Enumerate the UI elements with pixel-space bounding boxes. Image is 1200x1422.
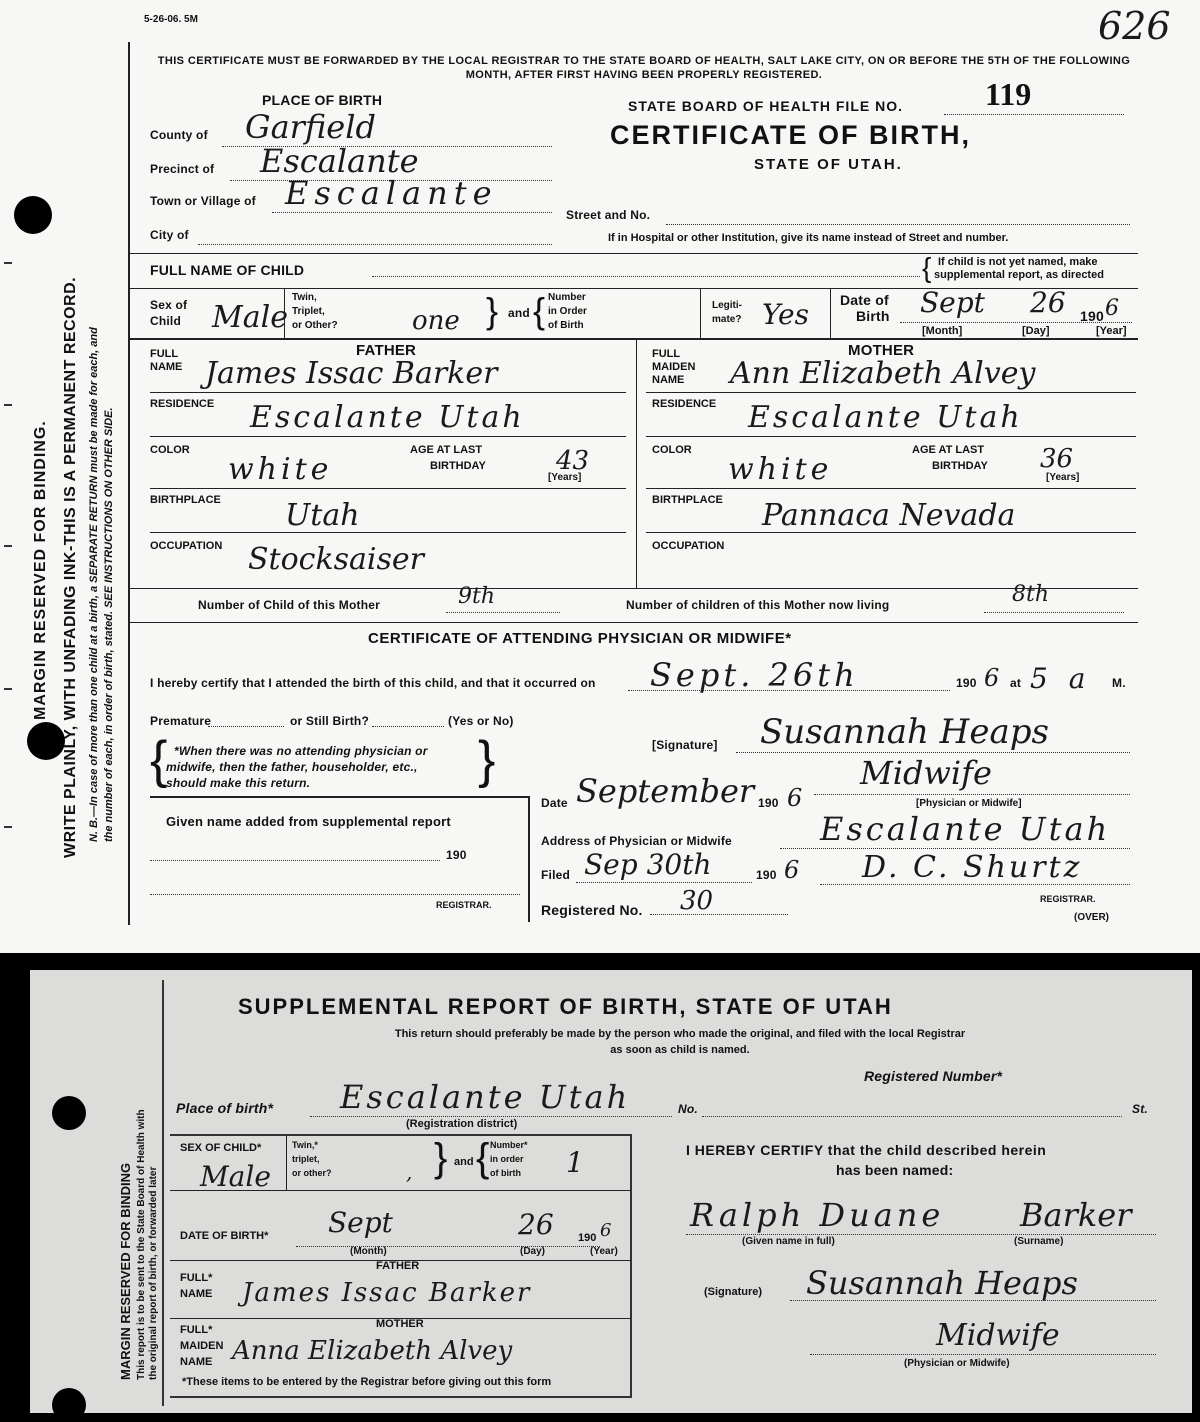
twin-label-3: or Other? [292,320,338,331]
legit-label-1: Legiti- [712,300,742,311]
month-bracket: [Month] [922,325,963,337]
binding-hole-top [14,196,52,234]
certify-text: I hereby certify that I attended the birth of this child, and that it occurred on [150,676,596,690]
mother-maiden-label: MAIDEN [652,361,696,373]
supp-father-name-label: NAME [180,1288,213,1300]
county-label: County of [150,128,208,142]
sex-value: Male [212,300,288,335]
city-label: City of [150,228,189,242]
address-value: Escalante Utah [820,810,1111,848]
binding-hole-bottom [27,722,65,760]
supp-title: Midwife [936,1318,1060,1353]
mother-age-label-2: BIRTHDAY [932,460,988,472]
no-label: No. [678,1102,698,1116]
yes-no-label: (Yes or No) [448,714,514,728]
print-code: 5-26-06. 5M [144,14,198,25]
birth-year-suffix: 6 [1105,296,1119,321]
supp-twin-label-1: Twin,* [292,1140,318,1150]
form-left-border [128,42,130,925]
registered-no-value: 30 [680,886,714,916]
sex-label-1: Sex of [150,298,188,312]
given-registrar-label: REGISTRAR. [436,900,492,910]
supp-mother-name-label: NAME [180,1356,213,1368]
physician-heading: CERTIFICATE OF ATTENDING PHYSICIAN OR MIDWIFE* [368,630,792,647]
child-surname: Barker [1020,1196,1132,1234]
supp-twin-label-3: or other? [292,1168,332,1178]
supp-sex-value: Male [200,1160,271,1193]
file-annotation: 626 [1098,4,1171,48]
mother-color: white [728,452,833,487]
dob-year-label: (Year) [590,1246,618,1257]
place-of-birth-heading: PLACE OF BIRTH [262,92,383,108]
registered-no-label: Registered No. [541,902,643,918]
mother-age: 36 [1040,444,1074,474]
father-years-bracket: [Years] [548,472,582,483]
father-age: 43 [556,446,590,476]
filed-value: Sep 30th [584,848,712,881]
note-line1: *When there was no attending physician or [174,744,428,758]
signature-label: [Signature] [652,738,718,752]
m-label: M. [1112,676,1126,690]
supp-physician-label: (Physician or Midwife) [904,1358,1010,1369]
supp-footnote: *These items to be entered by the Registrar before giving out this form [182,1376,552,1388]
dob-month-label: (Month) [350,1246,387,1257]
county-value: Garfield [245,108,376,146]
surname-label: (Surname) [1014,1236,1064,1247]
supplemental-instructions-2: as soon as child is named. [610,1044,750,1056]
note-line2: midwife, then the father, householder, etc., [166,760,418,774]
mother-full-label: FULL [652,348,681,360]
dob-day: 26 [518,1208,554,1241]
father-birthplace: Utah [285,498,360,533]
certify-year-suffix: 6 [984,664,1000,692]
supplemental-report-sheet: MARGIN RESERVED FOR BINDING This report is to be sent to the State Board of Health with the original report of birth, or forwarded later SUPPLEMENTAL REPORT OF BIRTH, STATE OF UTAH This return should preferably be made by the person who made the original, and filed with the local Registrar as soon as child is named. Registered Number* Place of birth* Escalante Utah (Registration district) No. St. SEX OF CHILD* Male Twin,* triplet, or other? , } and { Number* in order of birth 1 DATE OF BIRTH* Sept 26 190 6 (Month) (Day) (Year) FATHER FULL* NAME James Issac Barker MOTHER FULL* MAIDEN NAME Anna Elizabeth Alvey *These items to be entered by the Registrar before giving out this form I HEREBY CERTIFY that the child described herein has been named: Ralph Duane Barker (Given name in full) (Surname) (Signature) Susannah Heaps Midwife (Physician or Midwife) [30,970,1192,1413]
supp-and-label: and [454,1156,474,1168]
still-birth-label: or Still Birth? [290,714,369,728]
father-age-label-1: AGE AT LAST [410,444,483,456]
child-given-name: Ralph Duane [690,1196,945,1234]
mother-age-label-1: AGE AT LAST [912,444,985,456]
child-number-value: 9th [458,584,496,609]
mother-birthplace-label: BIRTHPLACE [652,494,723,506]
supp-twin-value: , [406,1160,413,1184]
father-residence-label: RESIDENCE [150,398,215,410]
birth-day: 26 [1030,286,1066,319]
nb-instruction-line1: N. B.—In case of more than one child at a birth, a SEPARATE RETURN must be made for each, and [88,327,100,842]
supp-father-full-label: FULL* [180,1272,213,1284]
given-name-label: (Given name in full) [742,1236,835,1247]
supp-number-3: of birth [490,1168,521,1178]
registrar-label: REGISTRAR. [1040,894,1096,904]
date-year-suffix: 6 [787,784,803,812]
registrar-signature: D. C. Shurtz [862,850,1083,885]
children-living-label: Number of children of this Mother now living [626,598,890,612]
and-label: and [508,306,530,320]
binding-hole-supplemental-bottom [52,1388,86,1422]
date-year-prefix: 190 [758,796,779,810]
physician-bracket: [Physician or Midwife] [916,798,1022,809]
certify-time: 5 a [1030,662,1092,695]
date-label: Date [541,796,568,810]
write-plainly-label: WRITE PLAINLY, WITH UNFADING INK-THIS IS A PERMANENT RECORD. [62,276,79,858]
supp-father-name: James Issac Barker [242,1278,532,1308]
town-label: Town or Village of [150,194,256,208]
note-line3: should make this return. [166,776,311,790]
supp-signature: Susannah Heaps [806,1264,1078,1302]
binding-hole-supplemental-top [52,1096,86,1130]
date-of-label: Date of [840,292,889,308]
father-age-label-2: BIRTHDAY [430,460,486,472]
birth-label: Birth [856,308,890,324]
supp-mother-name: Anna Elizabeth Alvey [232,1336,513,1366]
mother-name-label: NAME [652,374,685,386]
father-color-label: COLOR [150,444,190,456]
birth-month: Sept [920,286,985,319]
father-full-label: FULL [150,348,179,360]
father-name: James Issac Barker [205,356,498,391]
supp-certify-2: has been named: [836,1162,954,1178]
certificate-subtitle: STATE OF UTAH. [754,156,903,173]
father-occupation: Stocksaiser [248,542,425,577]
mother-birthplace: Pannaca Nevada [762,498,1016,533]
street-label: Street and No. [566,208,651,222]
twin-value: one [412,306,460,336]
supp-mother-heading: MOTHER [376,1318,424,1330]
not-named-note-1: If child is not yet named, make [938,256,1098,268]
birth-certificate-sheet: 5-26-06. 5M 626 MARGIN RESERVED FOR BINDING. WRITE PLAINLY, WITH UNFADING INK-THIS IS A PERMANENT RECORD. N. B.—In case of more than one child at a birth, a SEPARATE RETURN must be made for each, and the number of each, in order of birth, stated. SEE INSTRUCTIONS ON OTHER SIDE. THIS CERTIFICATE MUST BE FORWARDED BY THE LOCAL REGISTRAR TO THE STATE BOARD OF HEALTH, SALT LAKE CITY, ON OR BEFORE THE 5TH OF THE FOLLOWING MONTH, AFTER FIRST HAVING BEEN PROPERLY REGISTERED. PLACE OF BIRTH County of Garfield Precinct of Escalante Town or Village of Escalante City of STATE BOARD OF HEALTH FILE NO. 119 CERTIFICATE OF BIRTH, STATE OF UTAH. Street and No. If in Hospital or other Institution, give its name instead of Street and number. FULL NAME OF CHILD { If child is not yet named, make supplemental report, as directed Sex of Child Male Twin, Triplet, or Other? one } and { Number in Order of Birth Legiti- mate? Yes Date of Birth Sept 26 190 6 [Month] [Day] [Year] FATHER MOTHER FULL NAME James Issac Barker FULL MAIDEN NAME Ann Elizabeth Alvey RESIDENCE Escalante Utah RESIDENCE Escalante Utah COLOR white AGE AT LAST BIRTHDAY 43 [Years] COLOR white AGE AT LAST BIRTHDAY 36 [Years] BIRTHPLACE Utah BIRTHPLACE Pannaca Nevada OCCUPATION Stocksaiser OCCUPATION Number of Child of this Mother 9th Number of children of this Mother now living 8th CERTIFICATE OF ATTENDING PHYSICIAN OR MIDWIFE* I hereby certify that I attended the birth of this child, and that it occurred on Sept. 26th 190 6 at 5 a M. Premature or Still Birth? (Yes or No) { *When there was no attending physician or midwife, then the father, householder, etc., should make this return. } [Signature] Susannah Heaps Midwife [Physician or Midwife] Date September 190 6 Address of Physician or Midwife Escalante Utah Filed Sep 30th 190 6 D. C. Shurtz REGISTRAR. Registered No. 30 (OVER) Given name added from supplemental report 190 REGISTRAR. [0,0,1200,953]
child-number-label: Number of Child of this Mother [198,598,380,612]
year-bracket: [Year] [1096,325,1127,337]
file-no-value: 119 [985,76,1032,112]
precinct-label: Precinct of [150,162,215,176]
father-occupation-label: OCCUPATION [150,540,223,552]
supplemental-instructions-1: This return should preferably be made by the person who made the original, and filed with the local Registrar [394,1028,966,1040]
at-label: at [1010,676,1022,690]
number-order-3: of Birth [548,320,584,331]
sex-label-2: Child [150,314,181,328]
birth-year-prefix: 190 [1080,308,1104,324]
registered-number-label: Registered Number* [864,1068,1003,1084]
not-named-note-2: supplemental report, as directed [934,269,1104,281]
father-birthplace-label: BIRTHPLACE [150,494,221,506]
supp-twin-label-2: triplet, [292,1154,320,1164]
day-bracket: [Day] [1022,325,1050,337]
town-value: Escalante [285,174,498,212]
twin-label-1: Twin, [292,292,317,303]
given-name-box-label: Given name added from supplemental report [166,814,451,829]
full-name-label: FULL NAME OF CHILD [150,262,305,278]
supplemental-margin-note-2: the original report of birth, or forwarded later [148,1166,159,1380]
over-label: (OVER) [1074,912,1109,923]
premature-label: Premature [150,714,212,728]
father-residence: Escalante Utah [250,400,525,435]
supp-signature-label: (Signature) [704,1286,763,1298]
precinct-value: Escalante [260,142,419,180]
filed-year-suffix: 6 [784,856,800,884]
supplemental-title: SUPPLEMENTAL REPORT OF BIRTH, STATE OF UTAH [238,994,893,1019]
certify-date: Sept. 26th [650,656,859,694]
physician-signature: Susannah Heaps [760,712,1049,752]
dob-year-prefix: 190 [578,1232,597,1244]
place-label: Place of birth* [176,1100,274,1116]
registration-district-label: (Registration district) [406,1118,518,1130]
physician-title: Midwife [860,754,992,792]
sex-child-label: SEX OF CHILD* [180,1142,262,1154]
father-name-label: NAME [150,361,183,373]
mother-years-bracket: [Years] [1046,472,1080,483]
twin-label-2: Triplet, [292,306,325,317]
father-color: white [228,452,333,487]
dob-label: DATE OF BIRTH* [180,1230,269,1242]
filed-year-prefix: 190 [756,868,777,882]
supplemental-margin-label: MARGIN RESERVED FOR BINDING [118,1162,133,1380]
supp-mother-full-label: FULL* [180,1324,213,1336]
number-order-2: in Order [548,306,587,317]
margin-reserved-label: MARGIN RESERVED FOR BINDING. [32,420,49,720]
supp-father-heading: FATHER [376,1260,420,1272]
mother-occupation-label: OCCUPATION [652,540,725,552]
forwarding-instructions: THIS CERTIFICATE MUST BE FORWARDED BY THE LOCAL REGISTRAR TO THE STATE BOARD OF HEALTH, SALT LAKE CITY, ON OR BEFORE THE 5TH OF THE FOLLOWING MONTH, AFTER FIRST HAVING BEEN PROPERLY REGISTERED. [157,55,1131,81]
mother-residence: Escalante Utah [748,400,1023,435]
address-label: Address of Physician or Midwife [541,834,732,848]
supp-certify-1: I HEREBY CERTIFY that the child described herein [686,1142,1047,1158]
children-living-value: 8th [1012,582,1050,607]
given-name-year: 190 [446,848,467,862]
hospital-note: If in Hospital or other Institution, give its name instead of Street and number. [608,232,1009,244]
mother-residence-label: RESIDENCE [652,398,717,410]
dob-day-label: (Day) [520,1246,546,1257]
nb-instruction-line2: the number of each, in order of birth, stated. SEE INSTRUCTIONS ON OTHER SIDE. [103,407,115,842]
certificate-title: CERTIFICATE OF BIRTH, [610,120,971,150]
file-no-label: STATE BOARD OF HEALTH FILE NO. [628,98,903,114]
supplemental-margin-note-1: This report is to be sent to the State Board of Health with [136,1109,147,1380]
date-value: September [576,772,755,810]
legit-value: Yes [762,298,809,331]
mother-heading: MOTHER [848,342,915,359]
mother-color-label: COLOR [652,444,692,456]
dob-month: Sept [328,1206,393,1239]
father-heading: FATHER [356,342,417,359]
mother-name: Ann Elizabeth Alvey [730,356,1036,391]
certify-year-prefix: 190 [956,676,977,690]
supp-number-2: in order [490,1154,524,1164]
supp-number-value: 1 [566,1146,584,1179]
supp-number-1: Number* [490,1140,528,1150]
number-order-1: Number [548,292,586,303]
place-value: Escalante Utah [340,1078,631,1116]
supp-mother-maiden-label: MAIDEN [180,1340,224,1352]
filed-label: Filed [541,868,571,882]
legit-label-2: mate? [712,314,742,325]
st-label: St. [1132,1102,1148,1116]
dob-year-suffix: 6 [600,1220,612,1241]
